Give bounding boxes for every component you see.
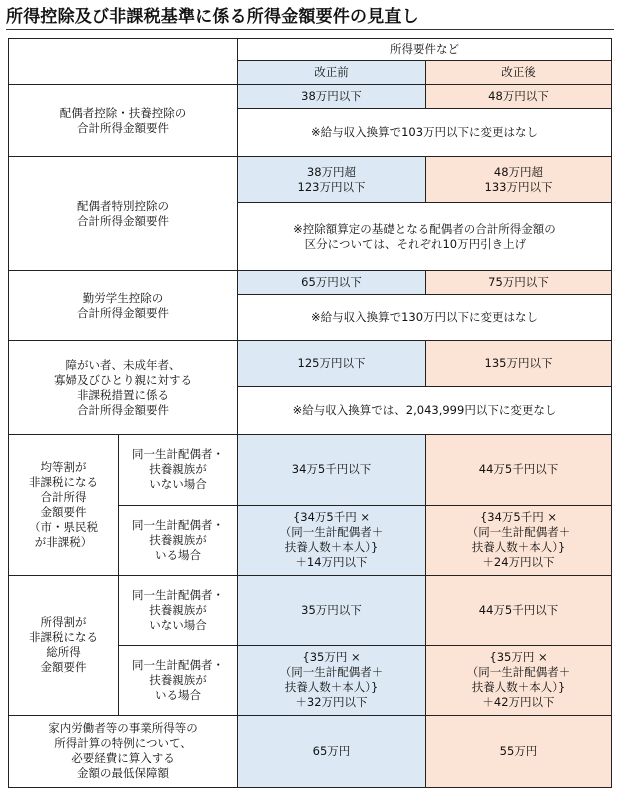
row-income-levy-sub1 <box>9 575 612 645</box>
row-disabled-values <box>9 341 612 387</box>
row-income-levy-sub2-after: {35万円 × （同一生計配偶者＋ 扶養人数＋本人）} ＋42万円以下 <box>426 645 612 715</box>
row-spouse-before: 38万円以下 <box>238 85 426 109</box>
row-special-spouse-after: 48万円超 133万円以下 <box>426 157 612 203</box>
row-spouse-values <box>9 85 612 109</box>
row-special-spouse-values <box>9 157 612 203</box>
row-income-levy-label: 所得割が 非課税になる 総所得 金額要件 <box>9 575 119 715</box>
row-disabled-note: ※給与収入換算では、2,043,999円以下に変更なし <box>238 387 612 435</box>
row-student-label: 勤労学生控除の 合計所得金額要件 <box>9 271 238 341</box>
row-special-spouse-note-cell <box>238 203 612 271</box>
row-disabled-after: 135万円以下 <box>426 341 612 387</box>
row-home-worker-label: 家内労働者等の事業所得等の 所得計算の特例について、 必要経費に算入する 金額の最低保障額 <box>9 715 238 787</box>
header-before: 改正前 <box>238 61 426 85</box>
row-spouse-note: ※給与収入換算で103万円以下に変更はなし <box>238 109 612 157</box>
row-student-after: 75万円以下 <box>426 271 612 295</box>
row-special-spouse-note: ※控除額算定の基礎となる配偶者の合計所得金額の 区分については、それぞれ10万円引き上げ <box>293 221 556 251</box>
title-underline <box>6 29 614 30</box>
row-student-note: ※給与収入換算で130万円以下に変更はなし <box>238 295 612 341</box>
row-spouse-label: 配偶者控除・扶養控除の 合計所得金額要件 <box>9 85 238 157</box>
row-per-capita-sub1-before: 34万5千円以下 <box>238 435 426 505</box>
row-per-capita-sub1 <box>9 435 612 505</box>
income-requirements-table <box>8 38 612 788</box>
row-disabled-label: 障がい者、未成年者、 寡婦及びひとり親に対する 非課税措置に係る 合計所得金額要件 <box>9 341 238 435</box>
row-per-capita-sub1-after: 44万5千円以下 <box>426 435 612 505</box>
page-title: 所得控除及び非課税基準に係る所得金額要件の見直し <box>6 7 419 27</box>
row-home-worker <box>9 715 612 787</box>
row-student-before: 65万円以下 <box>238 271 426 295</box>
row-student-values <box>9 271 612 295</box>
row-per-capita-sub2-after: {34万5千円 × （同一生計配偶者＋ 扶養人数＋本人）} ＋24万円以下 <box>426 505 612 575</box>
row-income-levy-sub1-before: 35万円以下 <box>238 575 426 645</box>
row-per-capita-sub2-label: 同一生計配偶者・ 扶養親族が いる場合 <box>119 505 238 575</box>
header-row-group <box>9 39 612 61</box>
row-spouse-after: 48万円以下 <box>426 85 612 109</box>
row-special-spouse-before: 38万円超 123万円以下 <box>238 157 426 203</box>
row-per-capita-label: 均等割が 非課税になる 合計所得 金額要件 （市・県民税 が非課税） <box>9 435 119 575</box>
row-income-levy-sub2-before: {35万円 × （同一生計配偶者＋ 扶養人数＋本人）} ＋32万円以下 <box>238 645 426 715</box>
header-corner-cell <box>9 39 238 85</box>
row-per-capita-sub1-label: 同一生計配偶者・ 扶養親族が いない場合 <box>119 435 238 505</box>
row-per-capita-sub2-before: {34万5千円 × （同一生計配偶者＋ 扶養人数＋本人）} ＋14万円以下 <box>238 505 426 575</box>
row-disabled-before: 125万円以下 <box>238 341 426 387</box>
row-special-spouse-label: 配偶者特別控除の 合計所得金額要件 <box>9 157 238 271</box>
row-home-worker-before: 65万円 <box>238 715 426 787</box>
row-home-worker-after: 55万円 <box>426 715 612 787</box>
header-after: 改正後 <box>426 61 612 85</box>
header-group-label: 所得要件など <box>238 39 612 61</box>
row-income-levy-sub1-label: 同一生計配偶者・ 扶養親族が いない場合 <box>119 575 238 645</box>
row-income-levy-sub1-after: 44万5千円以下 <box>426 575 612 645</box>
row-income-levy-sub2-label: 同一生計配偶者・ 扶養親族が いる場合 <box>119 645 238 715</box>
